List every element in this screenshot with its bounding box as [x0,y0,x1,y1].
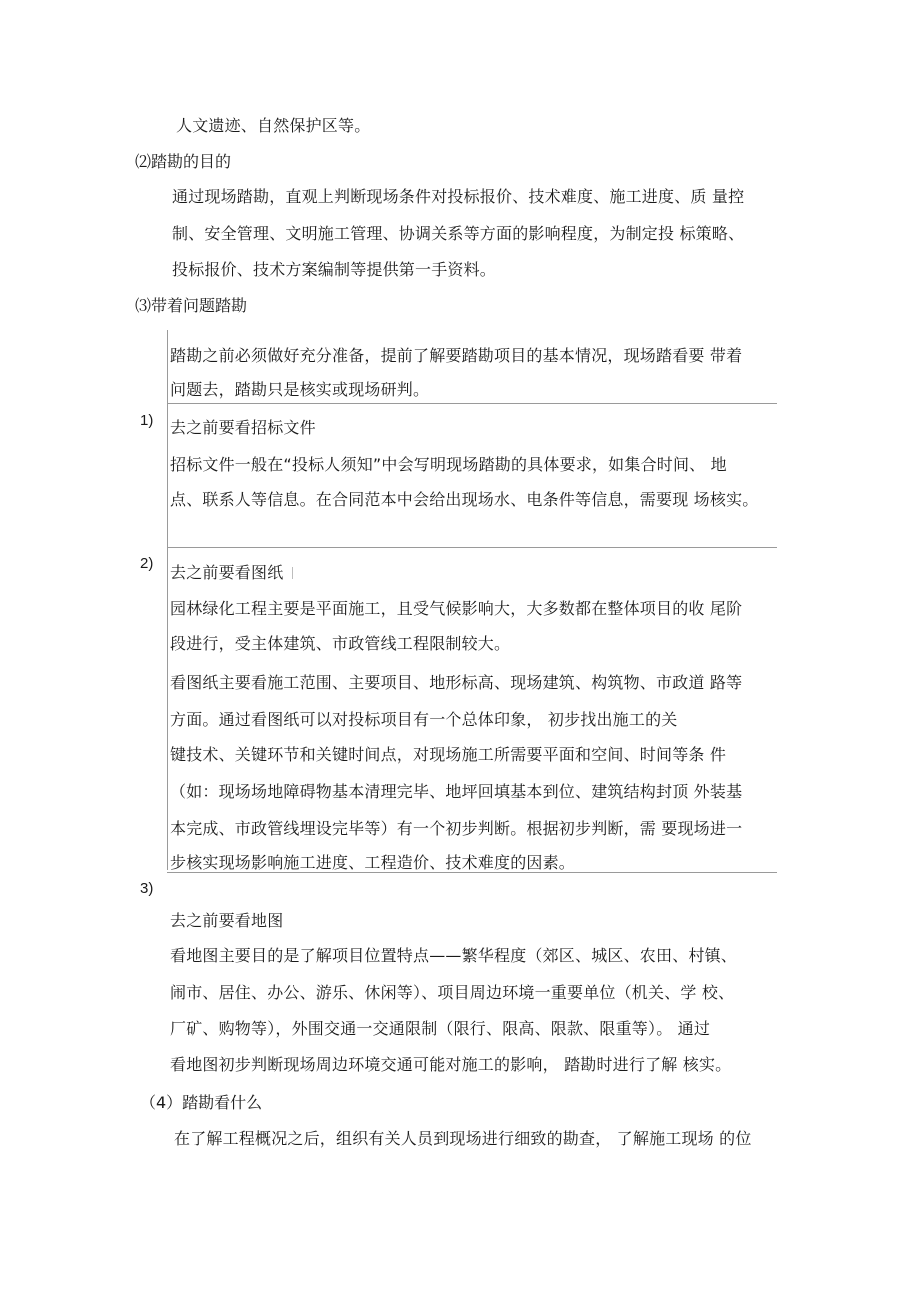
item-line: 点、联系人等信息。在合同范本中会给出现场水、电条件等信息，需要现 场核实。 [170,490,759,509]
section-3-line: 问题去，踏勘只是核实或现场研判。 [170,380,430,399]
cursor-mark [292,567,293,579]
table-left-rule [167,330,168,870]
section-2-line: 投标报价、技术方案编制等提供第一手资料。 [172,260,497,279]
section-2-line: 通过现场踏勘，直观上判断现场条件对投标报价、技术难度、施工进度、质 量控 [172,187,745,206]
table-row-divider [167,547,777,548]
item-line: 方面。通过看图纸可以对投标项目有一个总体印象， 初步找出施工的关 [170,710,678,729]
table-row-divider [167,403,777,404]
section-3-heading: ⑶带着问题踏勘 [135,296,248,315]
item-line: 本完成、市政管线埋设完毕等）有一个初步判断。根据初步判断，需 要现场进一 [170,819,743,838]
item-number: 3) [140,880,154,897]
item-line: 步核实现场影响施工进度、工程造价、技术难度的因素。 [170,853,576,872]
item-line: 园林绿化工程主要是平面施工，且受气候影响大，大多数都在整体项目的收 尾阶 [170,599,743,618]
section-3-line: 踏勘之前必须做好充分准备，提前了解要踏勘项目的基本情况，现场踏看要 带着 [170,346,743,365]
section-2-heading: ⑵踏勘的目的 [135,152,232,171]
section-4-heading: （4）踏勘看什么 [140,1093,263,1112]
item-line: 键技术、关键环节和关键时间点，对现场施工所需要平面和空间、时间等条 件 [170,745,727,764]
item-number: 1) [140,412,154,429]
item-line: 段进行，受主体建筑、市政管线工程限制较大。 [170,634,511,653]
section-2-line: 制、安全管理、文明施工管理、协调关系等方面的影响程度，为制定投 标策略、 [172,224,745,243]
item-line: 看图纸主要看施工范围、主要项目、地形标高、现场建筑、构筑物、市政道 路等 [170,673,743,692]
item-line: 招标文件一般在“投标人须知”中会写明现场踏勘的具体要求，如集合时间、 地 [170,455,727,474]
item-line: （如：现场场地障碍物基本清理完毕、地坪回填基本到位、建筑结构封顶 外装基 [170,782,743,801]
section-4-line: 在了解工程概况之后，组织有关人员到现场进行细致的勘查， 了解施工现场 的位 [174,1129,752,1148]
item-line: 看地图初步判断现场周边环境交通可能对施工的影响， 踏勘时进行了解 核实。 [170,1055,732,1074]
item-title: 去之前要看图纸 [170,563,284,582]
item-line: 看地图主要目的是了解项目位置特点——繁华程度（郊区、城区、农田、村镇、 [170,946,738,965]
item-title: 去之前要看招标文件 [170,418,316,437]
item-line: 厂矿、购物等），外围交通一交通限制（限行、限高、限款、限重等）。 通过 [170,1019,711,1038]
intro-line: 人文遗迹、自然保护区等。 [176,116,371,135]
item-line: 闹市、居住、办公、游乐、休闲等）、项目周边环境一重要单位（机关、学 校、 [170,983,735,1002]
item-number: 2) [140,555,154,572]
item-title: 去之前要看地图 [170,911,284,930]
